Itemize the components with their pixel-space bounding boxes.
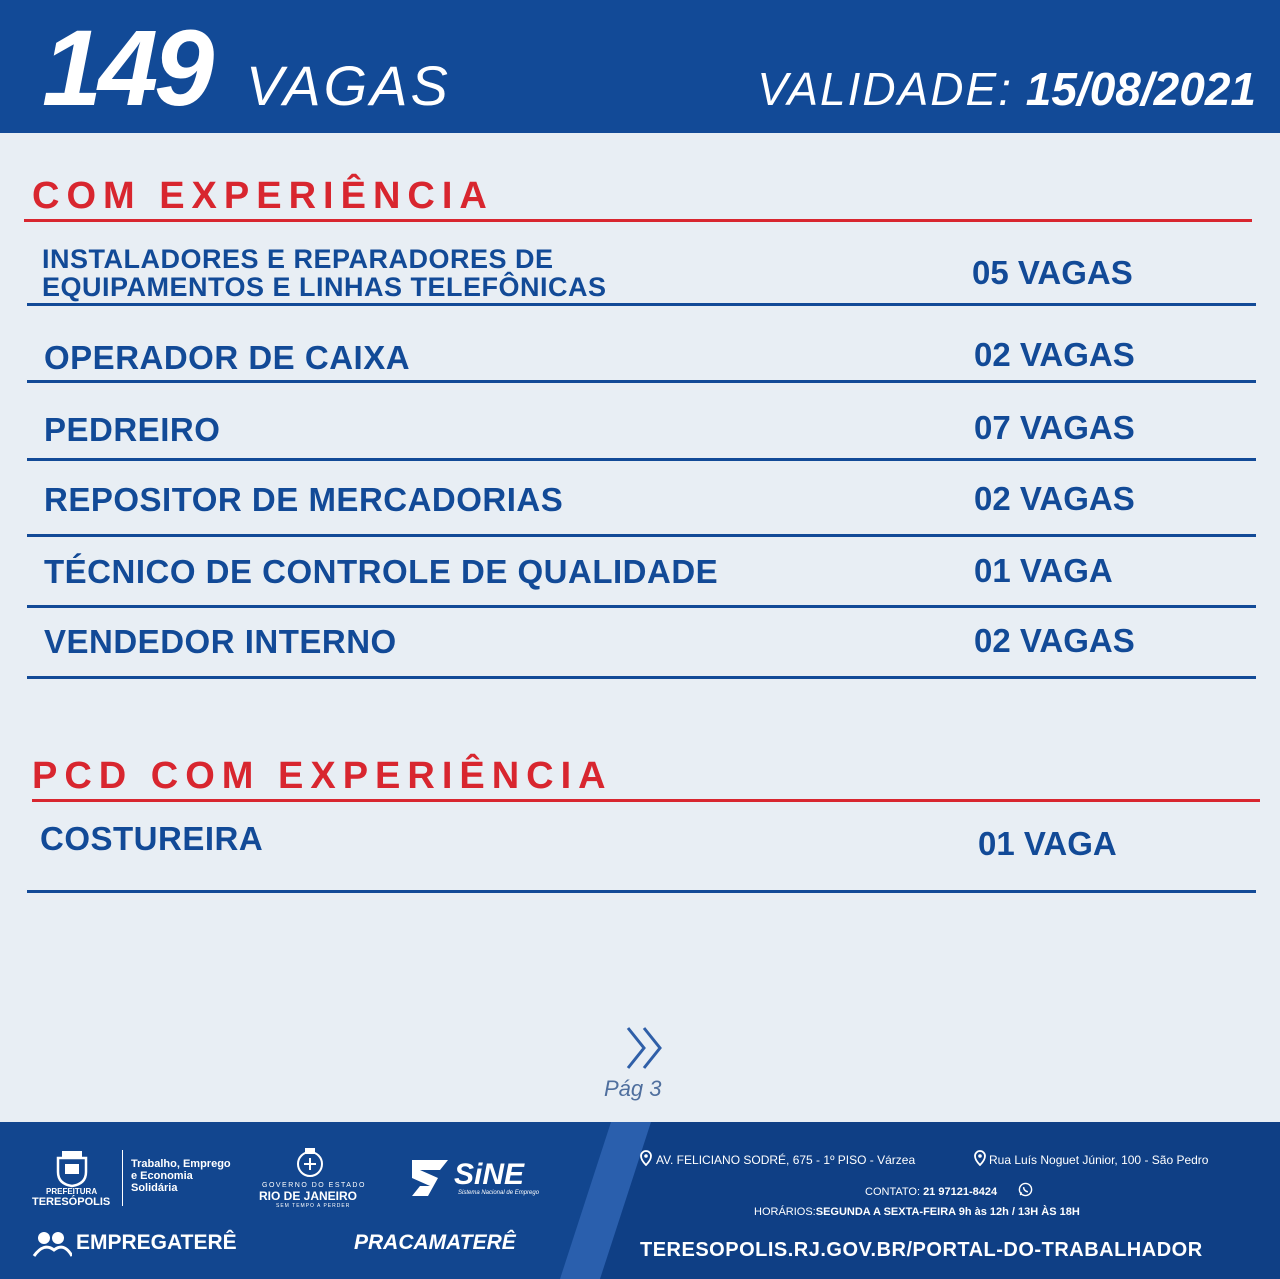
- vacancy-count-label: VAGAS: [246, 54, 451, 117]
- secretaria-line: e Economia: [131, 1170, 193, 1182]
- logo-divider: [122, 1150, 123, 1206]
- row-divider: [27, 380, 1256, 383]
- validity-date: 15/08/2021: [1025, 63, 1256, 115]
- job-title: OPERADOR DE CAIXA: [44, 339, 411, 376]
- job-title-line: EQUIPAMENTOS E LINHAS TELEFÔNICAS: [42, 272, 607, 302]
- contact-label: CONTATO:: [865, 1186, 920, 1198]
- validity-label: VALIDADE:: [757, 63, 1013, 115]
- validity: [757, 63, 1256, 115]
- whatsapp-icon: [1018, 1182, 1033, 1197]
- teresopolis-crest-icon: [52, 1148, 92, 1188]
- sine-logo-text: SiNE: [454, 1158, 525, 1191]
- section-divider: [32, 799, 1260, 802]
- sine-subtitle: Sistema Nacional de Emprego: [458, 1190, 540, 1196]
- secretaria-label: [131, 1158, 231, 1194]
- rio-de-janeiro-crest-icon: [294, 1146, 326, 1180]
- job-openings: 01 VAGA: [978, 825, 1117, 862]
- job-openings: 02 VAGAS: [974, 622, 1135, 659]
- row-divider: [27, 676, 1256, 679]
- job-title: VENDEDOR INTERNO: [44, 623, 397, 660]
- job-title: COSTUREIRA: [40, 820, 264, 857]
- row-divider: [27, 605, 1256, 608]
- secretaria-line: Solidária: [131, 1182, 178, 1194]
- footer: [0, 1122, 1280, 1279]
- business-hours: [754, 1207, 1080, 1218]
- page-number: Pág 3: [604, 1076, 662, 1101]
- address-2: Rua Luís Noguet Júnior, 100 - São Pedro: [989, 1153, 1209, 1167]
- header-banner: [0, 0, 1280, 133]
- hours-label: HORÁRIOS:: [754, 1206, 816, 1218]
- contact-phone: 21 97121-8424: [923, 1186, 998, 1198]
- sine-logo-icon: [408, 1158, 452, 1198]
- row-divider: [27, 890, 1256, 893]
- vacancy-count: 149: [42, 7, 211, 128]
- job-openings: 02 VAGAS: [974, 480, 1135, 517]
- row-divider: [27, 303, 1256, 306]
- location-pin-icon: [640, 1150, 652, 1166]
- job-title-line: INSTALADORES E REPARADORES DE: [42, 244, 554, 274]
- section-divider: [24, 219, 1252, 222]
- job-title: REPOSITOR DE MERCADORIAS: [44, 481, 564, 518]
- prefeitura-label: PREFEITURA: [46, 1187, 98, 1196]
- section-title-com-experiencia: COM EXPERIÊNCIA: [32, 175, 494, 217]
- job-openings: 07 VAGAS: [974, 409, 1135, 446]
- job-openings: 02 VAGAS: [974, 336, 1135, 373]
- contact: [865, 1187, 997, 1198]
- row-divider: [27, 458, 1256, 461]
- job-title: TÉCNICO DE CONTROLE DE QUALIDADE: [44, 553, 719, 590]
- location-pin-icon: [974, 1150, 986, 1166]
- governo-state: RIO DE JANEIRO: [259, 1189, 358, 1203]
- job-title: [42, 245, 607, 301]
- job-openings: 05 VAGAS: [972, 254, 1133, 291]
- double-chevron-right-icon[interactable]: [622, 1024, 670, 1072]
- pracamatere-logo-text: PRACAMATERÊ: [354, 1231, 516, 1254]
- secretaria-line: Trabalho, Emprego: [131, 1158, 231, 1170]
- job-title: PEDREIRO: [44, 411, 221, 448]
- empregatere-logo-icon: [32, 1230, 72, 1258]
- governo-slogan: SEM TEMPO A PERDER: [276, 1203, 351, 1209]
- governo-label: GOVERNO DO ESTADO: [262, 1182, 366, 1189]
- job-openings: 01 VAGA: [974, 552, 1113, 589]
- hours-value: SEGUNDA A SEXTA-FEIRA 9h às 12h / 13H ÀS 18H: [815, 1206, 1080, 1218]
- row-divider: [27, 534, 1256, 537]
- portal-link[interactable]: TERESOPOLIS.RJ.GOV.BR/PORTAL-DO-TRABALHADOR: [640, 1239, 1203, 1261]
- prefeitura-city: TERESÓPOLIS: [32, 1196, 111, 1208]
- section-title-pcd-com-experiencia: PCD COM EXPERIÊNCIA: [32, 755, 613, 797]
- address-1: AV. FELICIANO SODRÉ, 675 - 1º PISO - Várzea: [656, 1153, 916, 1167]
- empregatere-logo-text: EMPREGATERÊ: [76, 1231, 237, 1254]
